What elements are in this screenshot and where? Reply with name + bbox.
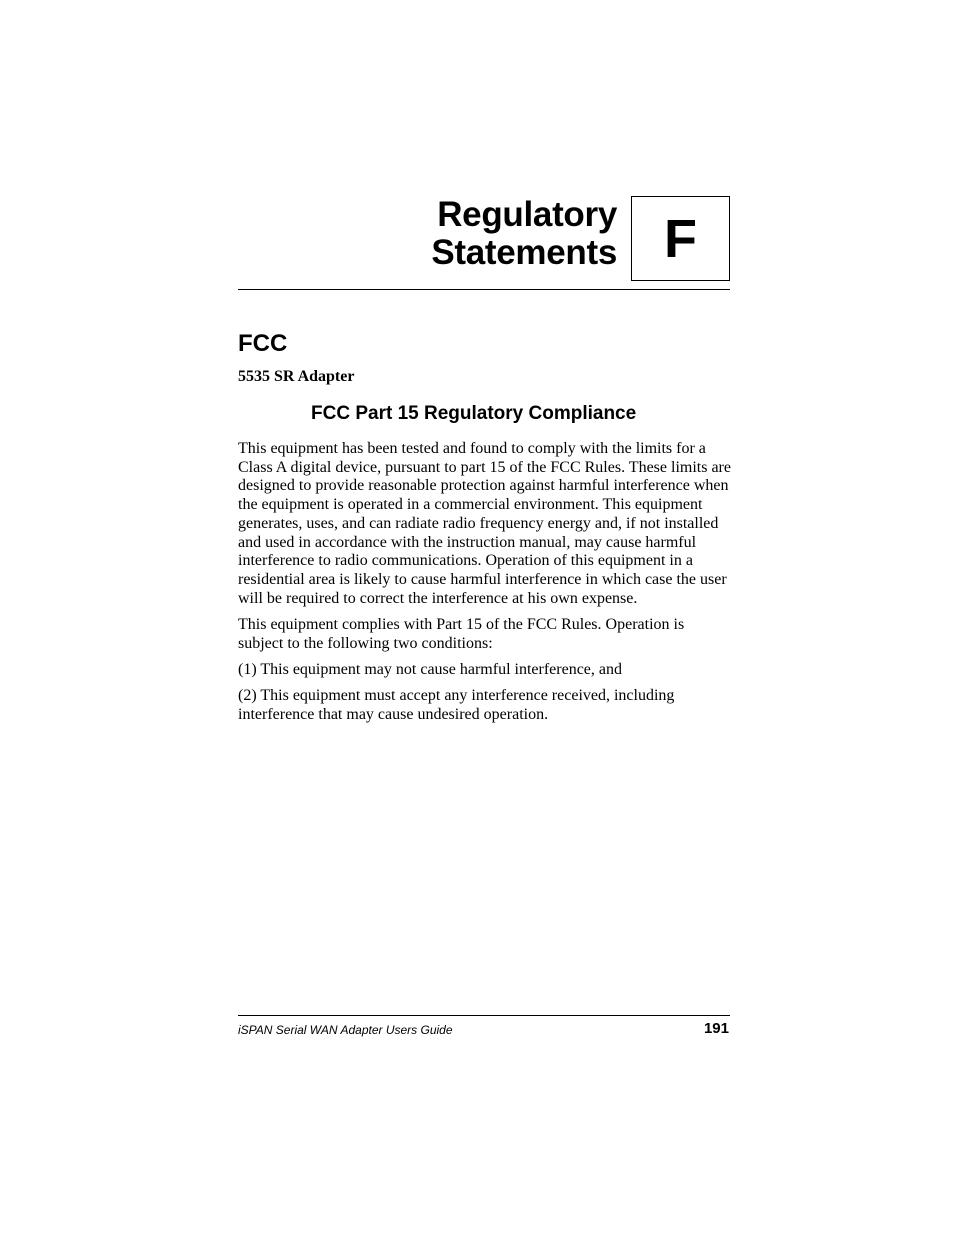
chapter-letter-box <box>631 196 730 281</box>
footer-divider <box>238 1015 730 1016</box>
section-heading: FCC <box>238 330 288 357</box>
chapter-letter: F <box>664 208 697 269</box>
chapter-title <box>431 196 617 272</box>
chapter-title-line-1: Regulatory <box>437 195 617 234</box>
title-divider <box>238 289 730 290</box>
paragraph-intro: This equipment has been tested and found to comply with the limits for a Class A digital device, pursuant to part 15 of the FCC Rules. These limits are designed to provide reasonable protection against harmful interference when the equipment is operated in a commercial environment. This equipment generates, uses, and can radiate radio frequency energy and, if not installed and used in accordance with the instruction manual, may cause harmful interference to radio communications. Operation of this equipment in a residential area is likely to cause harmful interference in which case the user will be required to correct the interference at his own expense. <box>238 440 731 607</box>
page-number: 191 <box>703 1020 729 1037</box>
paragraph-conditions: This equipment complies with Part 15 of the FCC Rules. Operation is subject to the following two conditions: <box>238 615 685 652</box>
chapter-title-line-2: Statements <box>431 233 617 272</box>
paragraph-condition-2: (2) This equipment must accept any interference received, including interference that may cause undesired operation. <box>238 686 675 723</box>
body-text <box>238 440 732 732</box>
subsection-heading: 5535 SR Adapter <box>238 368 355 385</box>
footer-guide-title: iSPAN Serial WAN Adapter Users Guide <box>238 1023 453 1037</box>
compliance-heading: FCC Part 15 Regulatory Compliance <box>311 403 637 424</box>
paragraph-condition-1: (1) This equipment may not cause harmful interference, and <box>238 660 623 678</box>
